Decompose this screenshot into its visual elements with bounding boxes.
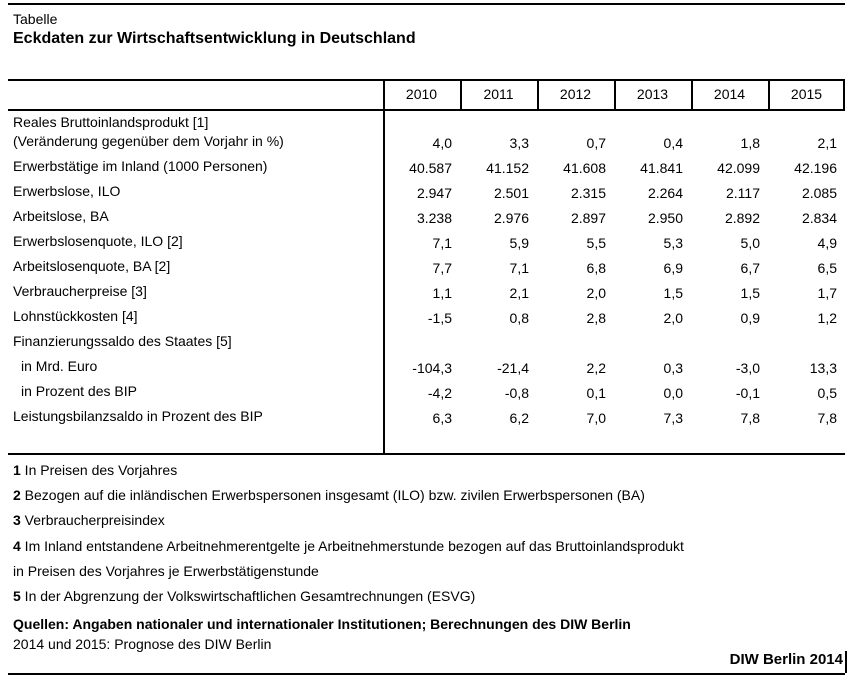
cell-value: 2.892 bbox=[724, 210, 760, 226]
cell-value: 1,5 bbox=[663, 285, 683, 301]
cell-value: 6,8 bbox=[586, 260, 606, 276]
cell-value: -1,5 bbox=[427, 310, 452, 326]
row-label: Erwerbstätige im Inland (1000 Personen) bbox=[13, 158, 268, 174]
cell-value: -0,8 bbox=[504, 385, 529, 401]
cell-value: 2,0 bbox=[663, 310, 683, 326]
row-label: Erwerbslose, ILO bbox=[13, 183, 121, 199]
cell-value: 5,9 bbox=[509, 235, 529, 251]
cell-value bbox=[691, 351, 768, 355]
footnote-line: 2 Bezogen auf die inländischen Erwerbspersonen insgesamt (ILO) bzw. zivilen Erwerbspersonen (BA) bbox=[13, 487, 645, 504]
cell-value: 2.897 bbox=[570, 210, 606, 226]
cell-value: 1,1 bbox=[432, 285, 452, 301]
cell-value: 0,1 bbox=[586, 385, 606, 401]
footnote-number: 2 bbox=[13, 487, 21, 504]
cell-value: 2.950 bbox=[647, 210, 683, 226]
row-label: Erwerbslosenquote, ILO [2] bbox=[13, 233, 183, 249]
cell-value: 2.947 bbox=[416, 185, 452, 201]
cell-value: 0,0 bbox=[663, 385, 683, 401]
cell-value: 0,8 bbox=[509, 310, 529, 326]
cell-value: 5,0 bbox=[740, 235, 760, 251]
cell-value: 1,2 bbox=[817, 310, 837, 326]
row-label: Leistungsbilanzsaldo in Prozent des BIP bbox=[13, 408, 263, 424]
cell-value: 5,5 bbox=[586, 235, 606, 251]
stamp-tick bbox=[845, 651, 847, 673]
cell-value bbox=[768, 351, 845, 355]
table-bottom-border bbox=[8, 453, 845, 455]
cell-value: 0,7 bbox=[586, 135, 606, 151]
cell-value: 3.238 bbox=[416, 210, 452, 226]
cell-value: 4,0 bbox=[432, 135, 452, 151]
year-column-header: 2012 bbox=[559, 86, 592, 102]
cell-value: 4,9 bbox=[817, 235, 837, 251]
footnote-line: 3 Verbraucherpreisindex bbox=[13, 512, 165, 529]
cell-value bbox=[383, 351, 460, 355]
cell-value: 2.315 bbox=[570, 185, 606, 201]
cell-value bbox=[537, 351, 614, 355]
cell-value: 3,3 bbox=[509, 135, 529, 151]
cell-value: 7,8 bbox=[740, 410, 760, 426]
cell-value: 6,9 bbox=[663, 260, 683, 276]
cell-value: 5,3 bbox=[663, 235, 683, 251]
cell-value: 7,1 bbox=[432, 235, 452, 251]
table-row bbox=[8, 380, 845, 405]
cell-value: -21,4 bbox=[497, 360, 529, 376]
table-row bbox=[8, 305, 845, 330]
cell-value: 7,7 bbox=[432, 260, 452, 276]
row-label: Lohnstückkosten [4] bbox=[13, 308, 138, 324]
cell-value: 1,7 bbox=[817, 285, 837, 301]
cell-value: 0,4 bbox=[663, 135, 683, 151]
cell-value: 6,3 bbox=[432, 410, 452, 426]
year-column-header: 2015 bbox=[790, 86, 823, 102]
bottom-rule bbox=[8, 673, 845, 675]
cell-value: 40.587 bbox=[409, 160, 452, 176]
cell-value: 2.501 bbox=[493, 185, 529, 201]
row-label: in Mrd. Euro bbox=[21, 358, 98, 374]
cell-value: 2.976 bbox=[493, 210, 529, 226]
table-row bbox=[8, 405, 845, 430]
footnote-line: in Preisen des Vorjahres je Erwerbstätigenstunde bbox=[13, 562, 319, 579]
footnotes bbox=[13, 458, 684, 609]
cell-value: 6,2 bbox=[509, 410, 529, 426]
table-kicker: Tabelle bbox=[13, 11, 58, 27]
page-title: Eckdaten zur Wirtschaftsentwicklung in Deutschland bbox=[13, 30, 416, 47]
footnote-number: 1 bbox=[13, 462, 21, 478]
cell-value: 2,0 bbox=[586, 285, 606, 301]
footnote-number: 3 bbox=[13, 512, 21, 529]
cell-value: 0,5 bbox=[817, 385, 837, 401]
cell-value: 42.196 bbox=[794, 160, 837, 176]
table-row bbox=[8, 355, 845, 380]
cell-value: 0,9 bbox=[740, 310, 760, 326]
publisher-stamp: DIW Berlin 2014 bbox=[729, 651, 843, 668]
cell-value: 2.264 bbox=[647, 185, 683, 201]
table-row bbox=[8, 330, 845, 355]
table-row bbox=[8, 155, 845, 180]
cell-value: 41.152 bbox=[486, 160, 529, 176]
year-column-header: 2013 bbox=[636, 86, 669, 102]
year-column-header: 2014 bbox=[713, 86, 746, 102]
cell-value: 7,1 bbox=[509, 260, 529, 276]
sources-line: Quellen: Angaben nationaler und internationaler Institutionen; Berechnungen des DIW Berlin bbox=[13, 616, 631, 632]
cell-value: 2.834 bbox=[801, 210, 837, 226]
table-row bbox=[8, 280, 845, 305]
cell-value: 42.099 bbox=[717, 160, 760, 176]
cell-value: 2.085 bbox=[801, 185, 837, 201]
table-row bbox=[8, 230, 845, 255]
cell-value: 0,3 bbox=[663, 360, 683, 376]
cell-value: 7,0 bbox=[586, 410, 606, 426]
cell-value: 2,1 bbox=[509, 285, 529, 301]
row-label: Verbraucherpreise [3] bbox=[13, 283, 147, 299]
table-body bbox=[8, 111, 845, 430]
cell-value: 7,8 bbox=[817, 410, 837, 426]
cell-value: 41.608 bbox=[563, 160, 606, 176]
cell-value: -4,2 bbox=[427, 385, 452, 401]
table-row bbox=[8, 255, 845, 280]
cell-value: 41.841 bbox=[640, 160, 683, 176]
cell-value: -3,0 bbox=[735, 360, 760, 376]
footnote-line: 1 In Preisen des Vorjahres bbox=[13, 462, 178, 478]
forecast-note: 2014 und 2015: Prognose des DIW Berlin bbox=[13, 636, 272, 652]
cell-value bbox=[614, 351, 691, 355]
cell-value: -0,1 bbox=[735, 385, 760, 401]
year-header-row bbox=[383, 81, 845, 107]
row-label: Reales Bruttoinlandsprodukt [1] (Veränderung gegenüber dem Vorjahr in %) bbox=[13, 114, 284, 149]
cell-value: 1,8 bbox=[740, 135, 760, 151]
cell-value: -104,3 bbox=[412, 360, 452, 376]
table-row bbox=[8, 180, 845, 205]
top-rule bbox=[8, 3, 845, 5]
footnote-line: 4 Im Inland entstandene Arbeitnehmerentgelte je Arbeitnehmerstunde bezogen auf das Bruttoinlandsprodukt bbox=[13, 537, 684, 554]
row-label: in Prozent des BIP bbox=[21, 383, 137, 399]
cell-value: 2,1 bbox=[817, 135, 837, 151]
footnote-line: 5 In der Abgrenzung der Volkswirtschaftlichen Gesamtrechnungen (ESVG) bbox=[13, 588, 476, 605]
cell-value: 13,3 bbox=[809, 360, 837, 376]
footnote-number: 4 bbox=[13, 537, 21, 554]
row-label: Finanzierungssaldo des Staates [5] bbox=[13, 333, 232, 349]
cell-value bbox=[460, 351, 537, 355]
sources-block bbox=[13, 614, 631, 654]
row-label: Arbeitslose, BA bbox=[13, 208, 109, 224]
cell-value: 6,5 bbox=[817, 260, 837, 276]
table-row bbox=[8, 111, 845, 155]
row-label: Arbeitslosenquote, BA [2] bbox=[13, 258, 171, 274]
cell-value: 2.117 bbox=[726, 185, 760, 201]
footnote-number: 5 bbox=[13, 588, 21, 605]
year-column-header: 2011 bbox=[483, 86, 514, 102]
year-column-header: 2010 bbox=[405, 86, 438, 102]
cell-value: 1,5 bbox=[740, 285, 760, 301]
cell-value: 2,8 bbox=[586, 310, 606, 326]
cell-value: 2,2 bbox=[586, 360, 606, 376]
cell-value: 6,7 bbox=[740, 260, 760, 276]
cell-value: 7,3 bbox=[663, 410, 683, 426]
table-row bbox=[8, 205, 845, 230]
